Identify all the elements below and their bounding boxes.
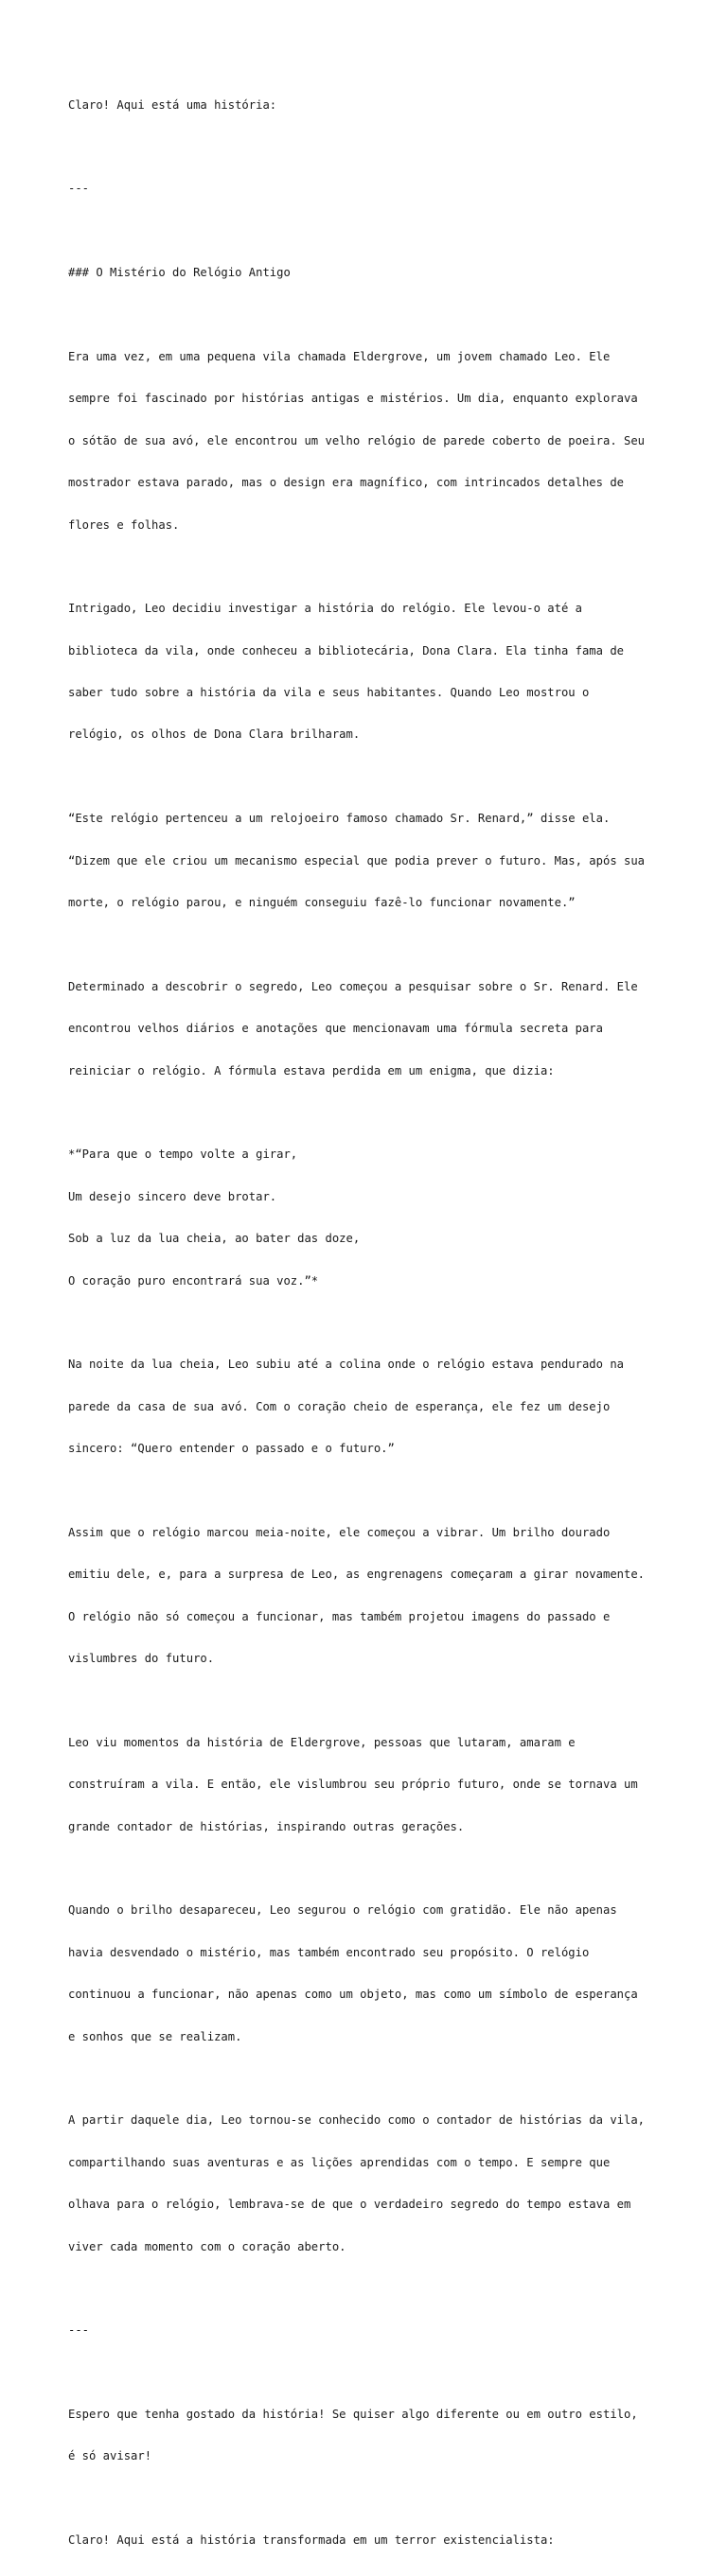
text-line: mostrador estava parado, mas o design era magnífico, com intrincados detalhes de <box>68 476 624 490</box>
verse-line: Sob a luz da lua cheia, ao bater das doze, <box>68 1232 361 1246</box>
text-line: A partir daquele dia, Leo tornou-se conhecido como o contador de histórias da vila, <box>68 2113 646 2128</box>
text-line: Leo viu momentos da história de Eldergrove, pessoas que lutaram, amaram e <box>68 1735 576 1749</box>
text-line: e sonhos que se realizam. <box>68 2029 242 2043</box>
text-line: Claro! Aqui está a história transformada em um terror existencialista: <box>68 2533 555 2548</box>
text-line: reiniciar o relógio. A fórmula estava perdida em um enigma, que dizia: <box>68 1063 555 1078</box>
text-line: morte, o relógio parou, e ninguém conseguiu fazê-lo funcionar novamente.” <box>68 896 576 910</box>
text-line: saber tudo sobre a história da vila e seus habitantes. Quando Leo mostrou o <box>68 686 590 700</box>
text-line: Espero que tenha gostado da história! Se quiser algo diferente ou em outro estilo, <box>68 2408 638 2422</box>
story-heading <box>68 238 689 308</box>
text-line: biblioteca da vila, onde conheceu a bibliotecária, Dona Clara. Ela tinha fama de <box>68 643 624 657</box>
verse-line: *“Para que o tempo volte a girar, <box>68 1148 298 1162</box>
paragraph-6 <box>68 1498 689 1693</box>
paragraph-9 <box>68 2086 689 2282</box>
separator <box>68 2296 689 2366</box>
heading-text: ### O Mistério do Relógio Antigo <box>68 266 291 280</box>
text-line: relógio, os olhos de Dona Clara brilharam. <box>68 727 361 742</box>
text-line: o sótão de sua avó, ele encontrou um velho relógio de parede coberto de poeira. Seu <box>68 433 646 447</box>
text-line: grande contador de histórias, inspirando outras gerações. <box>68 1819 465 1833</box>
intro-line <box>68 2506 689 2576</box>
verse-line: O coração puro encontrará sua voz.”* <box>68 1273 319 1288</box>
text-line: Quando o brilho desapareceu, Leo segurou o relógio com gratidão. Ele não apenas <box>68 1903 617 1918</box>
separator <box>68 154 689 224</box>
text-line: Era uma vez, em uma pequena vila chamada Eldergrove, um jovem chamado Leo. Ele <box>68 349 611 363</box>
text-line: O relógio não só começou a funcionar, mas também projetou imagens do passado e <box>68 1609 611 1623</box>
separator-line: --- <box>68 182 90 196</box>
paragraph-7 <box>68 1708 689 1862</box>
text-line: “Dizem que ele criou um mecanismo especial que podia prever o futuro. Mas, após sua <box>68 853 646 867</box>
text-line: parede da casa de sua avó. Com o coração cheio de esperança, ele fez um desejo <box>68 1399 611 1413</box>
paragraph-8 <box>68 1876 689 2072</box>
text-line: flores e folhas. <box>68 517 180 532</box>
text-line: compartilhando suas aventuras e as lições aprendidas com o tempo. E sempre que <box>68 2155 611 2169</box>
verse-line: Um desejo sincero deve brotar. <box>68 1189 277 1203</box>
paragraph-4 <box>68 952 689 1106</box>
text-line: continuou a funcionar, não apenas como um objeto, mas como um símbolo de esperança <box>68 1988 638 2002</box>
paragraph-3 <box>68 784 689 938</box>
paragraph-5 <box>68 1330 689 1484</box>
separator-line: --- <box>68 2323 90 2338</box>
text-line: Assim que o relógio marcou meia-noite, ele começou a vibrar. Um brilho dourado <box>68 1525 611 1539</box>
text-line: havia desvendado o mistério, mas também encontrado seu propósito. O relógio <box>68 1945 590 1959</box>
paragraph-2 <box>68 574 689 770</box>
text-line: olhava para o relógio, lembrava-se de que o verdadeiro segredo do tempo estava em <box>68 2198 631 2212</box>
text-line: construíram a vila. E então, ele vislumbrou seu próprio futuro, onde se tornava um <box>68 1778 638 1792</box>
text-line: sempre foi fascinado por histórias antigas e mistérios. Um dia, enquanto explorava <box>68 392 638 406</box>
verse-riddle <box>68 1120 689 1316</box>
text-line: é só avisar! <box>68 2449 152 2463</box>
text-line: encontrou velhos diários e anotações que mencionavam uma fórmula secreta para <box>68 1022 603 1036</box>
text-line: Claro! Aqui está uma história: <box>68 97 277 112</box>
text-line: “Este relógio pertenceu a um relojoeiro famoso chamado Sr. Renard,” disse ela. <box>68 812 611 826</box>
text-line: Intrigado, Leo decidiu investigar a história do relógio. Ele levou-o até a <box>68 602 582 616</box>
intro-line <box>68 70 689 140</box>
text-line: Determinado a descobrir o segredo, Leo começou a pesquisar sobre o Sr. Renard. Ele <box>68 979 638 993</box>
paragraph-1 <box>68 322 689 560</box>
text-line: sincero: “Quero entender o passado e o futuro.” <box>68 1442 395 1456</box>
text-line: vislumbres do futuro. <box>68 1652 215 1666</box>
closing-paragraph <box>68 2379 689 2491</box>
text-line: Na noite da lua cheia, Leo subiu até a colina onde o relógio estava pendurado na <box>68 1358 624 1372</box>
text-line: emitiu dele, e, para a surpresa de Leo, as engrenagens começaram a girar novamente. <box>68 1568 646 1582</box>
text-line: viver cada momento com o coração aberto. <box>68 2239 346 2253</box>
